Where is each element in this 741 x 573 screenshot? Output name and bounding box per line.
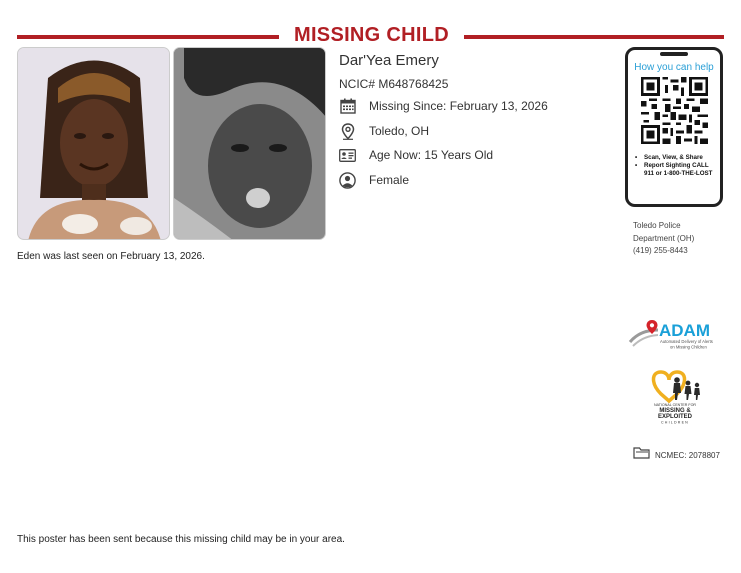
child-name: Dar'Yea Emery bbox=[339, 52, 439, 69]
age-now-text: Age Now: 15 Years Old bbox=[369, 148, 494, 162]
detail-age bbox=[339, 146, 493, 164]
id-card-icon bbox=[339, 147, 356, 164]
child-photo-secondary bbox=[173, 47, 326, 240]
ncmec-text-line: EXPLOITED bbox=[657, 414, 693, 420]
location-text: Toledo, OH bbox=[369, 124, 430, 138]
phone-notch bbox=[660, 52, 688, 56]
ncmec-case-number bbox=[633, 446, 720, 464]
qr-code[interactable] bbox=[641, 77, 708, 144]
ncmec-figures bbox=[673, 377, 700, 400]
ncmec-text-line: MISSING & bbox=[659, 408, 691, 414]
last-seen-caption: Eden was last seen on February 13, 2026. bbox=[17, 251, 205, 262]
detail-missing-since bbox=[339, 97, 548, 115]
adam-logo-tagline: on Missing Children bbox=[670, 344, 707, 350]
poster-title: MISSING CHILD bbox=[293, 24, 449, 46]
title-rule-right bbox=[464, 35, 724, 39]
help-item-report: • Report Sighting CALL 911 or 1-800-THE-LOST bbox=[632, 162, 720, 178]
missing-since-text: Missing Since: February 13, 2026 bbox=[369, 99, 548, 113]
agency-phone: (419) 255-8443 bbox=[633, 246, 688, 255]
adam-logo-tagline: Automated Delivery of Alerts bbox=[660, 339, 713, 344]
agency-line: Toledo Police bbox=[633, 221, 681, 230]
help-list bbox=[632, 154, 720, 178]
detail-sex bbox=[339, 171, 409, 189]
child-photo-primary-illustration bbox=[18, 48, 170, 240]
ncmec-logo bbox=[647, 368, 703, 426]
help-heading: How you can help bbox=[634, 62, 714, 73]
help-phone-card bbox=[625, 47, 723, 207]
child-photo-secondary-illustration bbox=[174, 48, 326, 240]
sex-text: Female bbox=[369, 173, 410, 187]
location-pin-icon bbox=[339, 123, 356, 140]
calendar-icon bbox=[339, 98, 356, 115]
ncmec-text-line: CHILDREN bbox=[661, 420, 689, 425]
ncmec-text-line: NATIONAL CENTER FOR bbox=[654, 403, 696, 407]
detail-location bbox=[339, 122, 429, 140]
help-item-scan: • Scan, View, & Share bbox=[632, 154, 720, 162]
title-rule-left bbox=[17, 35, 279, 39]
person-icon bbox=[339, 172, 356, 189]
ncmec-number-text: NCMEC: 2078807 bbox=[655, 450, 720, 460]
folder-icon bbox=[633, 446, 650, 464]
footer-notice: This poster has been sent because this missing child may be in your area. bbox=[17, 534, 345, 545]
adam-logo-word: ADAM bbox=[659, 321, 710, 340]
adam-logo bbox=[628, 318, 720, 354]
ncic-number: NCIC# M648768425 bbox=[339, 77, 449, 91]
child-photo-primary bbox=[17, 47, 170, 240]
agency-line: Department (OH) bbox=[633, 233, 695, 243]
agency-contact bbox=[633, 220, 694, 258]
